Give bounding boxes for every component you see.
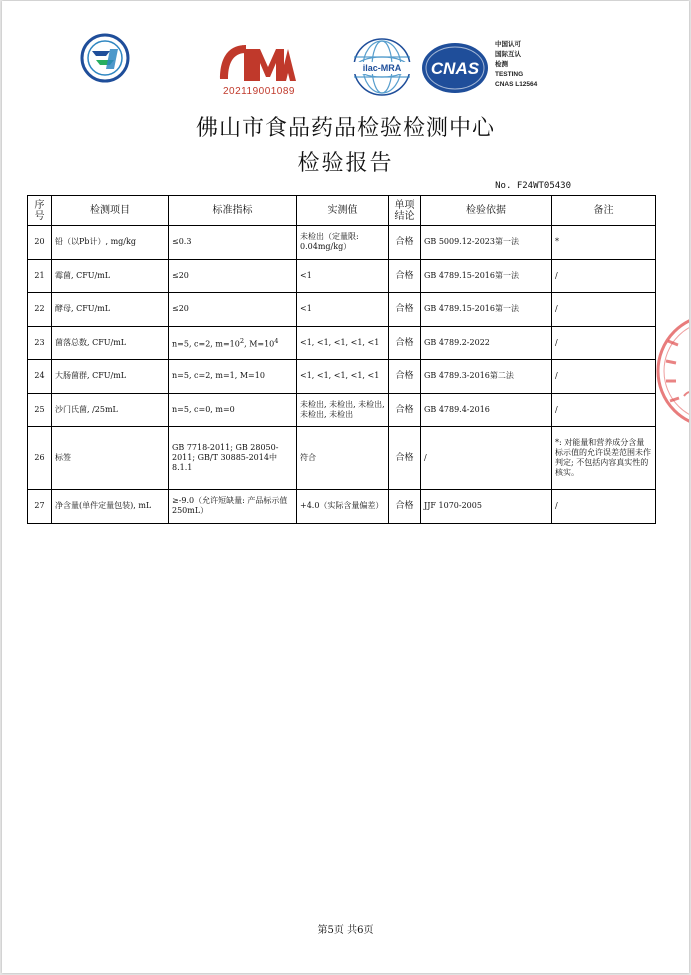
header-note: 备注: [552, 196, 656, 226]
institution-title: 佛山市食品药品检验检测中心: [195, 116, 495, 141]
report-title: 检验报告: [297, 151, 394, 176]
table-row: [28, 226, 656, 260]
header-standard: 标准指标: [169, 196, 297, 226]
cell-result: 合格: [389, 490, 421, 524]
cnas-line: CNAS L12564: [495, 81, 538, 88]
standard-text: , M=10: [244, 339, 275, 349]
cell-no: 24: [28, 360, 52, 394]
cell-result: 合格: [389, 360, 421, 394]
page-footer: 第5页 共6页: [317, 925, 374, 936]
inspection-logo-icon: [80, 33, 130, 83]
cell-no: 21: [28, 259, 52, 293]
cell-result: 合格: [389, 293, 421, 327]
table-row: [28, 427, 656, 490]
cell-standard: ≥-9.0（允许短缺量: 产品标示值250mL）: [169, 490, 297, 524]
cell-item: 沙门氏菌, /25mL: [52, 393, 169, 427]
cell-standard: ≤20: [169, 259, 297, 293]
cell-result: 合格: [389, 326, 421, 360]
cell-note: /: [552, 293, 656, 327]
cell-note: *: [552, 226, 656, 260]
cnas-line: TESTING: [495, 71, 524, 78]
table-row: [28, 259, 656, 293]
cell-note: /: [552, 393, 656, 427]
cell-result: 合格: [389, 427, 421, 490]
header-result: 单项结论: [389, 196, 421, 226]
logo-bar: [2, 1, 689, 111]
cell-basis: GB 4789.3-2016第二法: [421, 360, 552, 394]
cnas-logo-icon: [420, 41, 490, 95]
cell-no: 22: [28, 293, 52, 327]
cell-item: 铅（以Pb计）, mg/kg: [52, 226, 169, 260]
cnas-line: 检测: [495, 61, 508, 68]
cell-measured: <1, <1, <1, <1, <1: [297, 360, 389, 394]
cell-result: 合格: [389, 393, 421, 427]
standard-exponent: 4: [274, 336, 279, 345]
table-row: [28, 393, 656, 427]
cell-measured: <1: [297, 259, 389, 293]
table-row: [28, 326, 656, 360]
cell-standard: n=5, c=0, m=0: [169, 393, 297, 427]
cell-measured: 未检出（定量限: 0.04mg/kg）: [297, 226, 389, 260]
report-page: [2, 1, 689, 973]
cell-note: *: 对能量和营养成分含量标示值的允许误差范围未作判定; 不包括内容真实性的核实。: [552, 427, 656, 490]
cnas-accreditation-text: [495, 40, 575, 90]
cnas-line: 国际互认: [495, 51, 521, 58]
standard-text: n=5, c=2, m=10: [172, 339, 240, 349]
cell-item: 标签: [52, 427, 169, 490]
header-basis: 检验依据: [421, 196, 552, 226]
cell-basis: GB 4789.15-2016第一法: [421, 259, 552, 293]
cell-standard: n=5, c=2, m=1, M=10: [169, 360, 297, 394]
cell-basis: /: [421, 427, 552, 490]
cell-basis: JJF 1070-2005: [421, 490, 552, 524]
cell-standard: ≤20: [169, 293, 297, 327]
cell-measured: <1, <1, <1, <1, <1: [297, 326, 389, 360]
cell-measured: <1: [297, 293, 389, 327]
cell-measured: 符合: [297, 427, 389, 490]
cell-no: 25: [28, 393, 52, 427]
cell-basis: GB 4789.15-2016第一法: [421, 293, 552, 327]
ilac-mra-logo-icon: [349, 37, 415, 97]
cell-item: 大肠菌群, CFU/mL: [52, 360, 169, 394]
cell-standard: GB 7718-2011; GB 28050-2011; GB/T 30885-2014中8.1.1: [169, 427, 297, 490]
cell-note: /: [552, 259, 656, 293]
cell-basis: GB 5009.12-2023第一法: [421, 226, 552, 260]
cell-item: 净含量(单件定量包装), mL: [52, 490, 169, 524]
table-header-row: [28, 196, 656, 226]
results-table: [27, 195, 656, 524]
cell-measured: 未检出, 未检出, 未检出, 未检出, 未检出: [297, 393, 389, 427]
cell-measured: +4.0（实际含量偏差）: [297, 490, 389, 524]
cell-item: 菌落总数, CFU/mL: [52, 326, 169, 360]
cell-result: 合格: [389, 259, 421, 293]
table-row: [28, 360, 656, 394]
cell-no: 27: [28, 490, 52, 524]
cnas-logo-text: CNAS: [430, 59, 480, 78]
cnas-line: 中国认可: [495, 41, 521, 48]
cell-result: 合格: [389, 226, 421, 260]
header-measured: 实测值: [297, 196, 389, 226]
cell-no: 23: [28, 326, 52, 360]
cell-basis: GB 4789.2-2022: [421, 326, 552, 360]
cell-standard: ≤0.3: [169, 226, 297, 260]
cell-note: /: [552, 490, 656, 524]
table-row: [28, 293, 656, 327]
cell-no: 26: [28, 427, 52, 490]
cell-standard: [169, 326, 297, 360]
ilac-logo-text: ilac-MRA: [362, 63, 402, 73]
cell-item: 酵母, CFU/mL: [52, 293, 169, 327]
cell-note: /: [552, 360, 656, 394]
header-no: 序号: [28, 196, 52, 226]
cell-basis: GB 4789.4-2016: [421, 393, 552, 427]
table-row: [28, 490, 656, 524]
seal-stamp-icon: [654, 301, 689, 441]
cma-number: 202119001089: [223, 86, 295, 97]
cell-no: 20: [28, 226, 52, 260]
header-item: 检测项目: [52, 196, 169, 226]
cell-note: /: [552, 326, 656, 360]
report-number: No. F24WT05430: [495, 181, 571, 191]
standard-exponent: 2: [239, 336, 245, 345]
cell-item: 霉菌, CFU/mL: [52, 259, 169, 293]
